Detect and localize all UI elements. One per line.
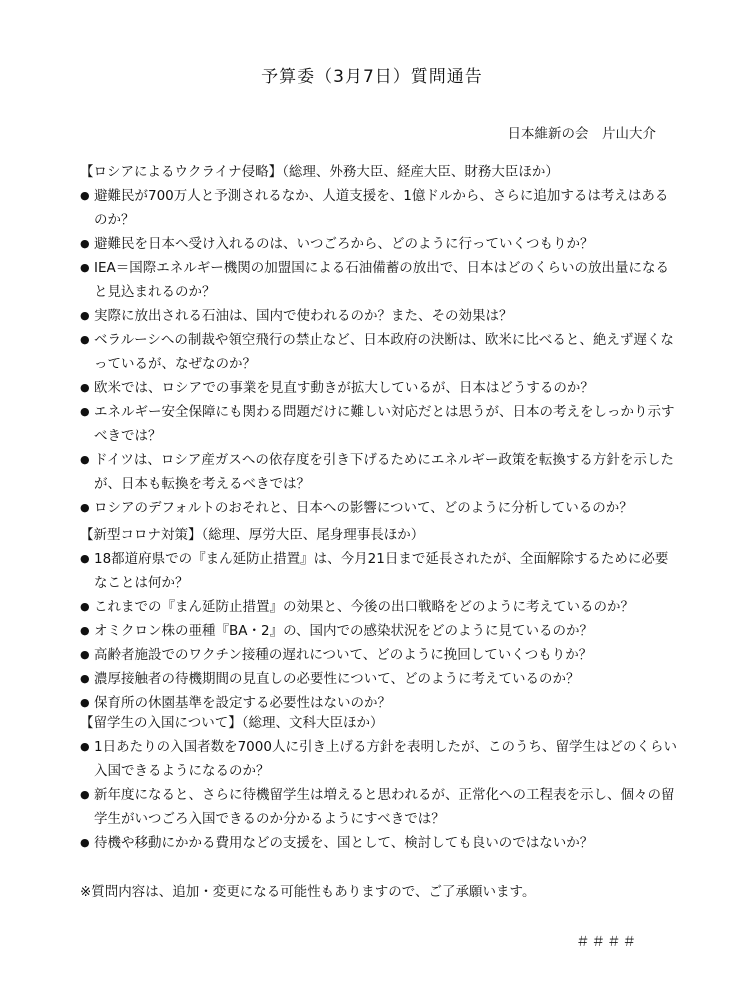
- page-title: 予算委（3月7日）質問通告: [261, 67, 483, 87]
- bullet-icon: ●: [80, 501, 90, 514]
- list-item-text: エネルギー安全保障にも関わる問題だけに難しい対応だとは思うが、日本の考えをしっかり示すべきでは？: [94, 404, 675, 444]
- bullet-icon: ●: [80, 333, 90, 346]
- list-item-text: ロシアのデフォルトのおそれと、日本への影響について、どのように分析しているのか？: [94, 500, 633, 516]
- list-item-text: 濃厚接触者の待機期間の見直しの必要性について、どのように考えているのか？: [94, 671, 580, 687]
- list-item: [80, 328, 680, 376]
- list-item-text: 実際に放出される石油は、国内で使われるのか？また、その効果は？: [94, 308, 513, 324]
- list-item: [80, 448, 680, 496]
- bullet-icon: ●: [80, 189, 90, 202]
- list-item-text: 1日あたりの入国者数を7000人に引き上げる方針を表明したが、このうち、留学生はどのくらい入国できるようになるのか？: [94, 739, 677, 779]
- list-item-text: 保育所の休園基準を設定する必要性はないのか？: [94, 695, 391, 711]
- list-item-text: 高齢者施設でのワクチン接種の遅れについて、どのように挽回していくつもりか？: [94, 647, 593, 663]
- bullet-icon: ●: [80, 740, 90, 753]
- list-item-text: 欧米では、ロシアでの事業を見直す動きが拡大しているが、日本はどうするのか？: [94, 380, 594, 396]
- list-item-text: ドイツは、ロシア産ガスへの依存度を引き下げるためにエネルギー政策を転換する方針を示したが、日本も転換を考えるべきでは？: [94, 452, 674, 492]
- list-item-text: ベラルーシへの制裁や領空飛行の禁止など、日本政府の決断は、欧米に比べると、絶えず遅くなっているが、なぜなのか？: [94, 332, 674, 372]
- bullet-icon: ●: [80, 552, 90, 565]
- list-item-text: 18都道府県での『まん延防止措置』は、今月21日まで延長されたが、全面解除するために必要なことは何か？: [94, 551, 669, 591]
- section-students: [80, 711, 680, 855]
- bullet-icon: ●: [80, 672, 90, 685]
- list-item: [80, 232, 680, 256]
- list-item: [80, 256, 680, 304]
- bullet-icon: ●: [80, 405, 90, 418]
- bullet-icon: ●: [80, 788, 90, 801]
- footer-note: ※質問内容は、追加・変更になる可能性もありますので、ご了承願います。: [80, 884, 536, 900]
- bullet-icon: ●: [80, 696, 90, 709]
- list-item: [80, 376, 680, 400]
- list-item: [80, 304, 680, 328]
- list-item-text: IEA＝国際エネルギー機関の加盟国による石油備蓄の放出で、日本はどのくらいの放出量になると見込まれるのか？: [94, 260, 669, 300]
- list-item-text: 待機や移動にかかる費用などの支援を、国として、検討しても良いのではないか？: [94, 835, 594, 851]
- list-item: [80, 831, 680, 855]
- section-covid: [80, 523, 680, 715]
- list-item-text: 避難民を日本へ受け入れるのは、いつごろから、どのように行っていくつもりか？: [94, 236, 594, 252]
- list-item: [80, 595, 680, 619]
- list-item: [80, 783, 680, 831]
- list-item: [80, 496, 680, 520]
- bullet-icon: ●: [80, 624, 90, 637]
- list-item-text: オミクロン株の亜種『BA・2』の、国内での感染状況をどのように見ているのか？: [94, 623, 594, 639]
- bullet-icon: ●: [80, 381, 90, 394]
- section-heading: 【新型コロナ対策】（総理、厚労大臣、尾身理事長ほか）: [80, 527, 425, 543]
- section-heading: 【留学生の入国について】（総理、文科大臣ほか）: [80, 715, 384, 731]
- bullet-icon: ●: [80, 237, 90, 250]
- list-item: [80, 184, 680, 232]
- end-mark: ＃＃＃＃: [576, 934, 638, 950]
- bullet-icon: ●: [80, 836, 90, 849]
- list-item: [80, 619, 680, 643]
- author-line: 日本維新の会 片山大介: [507, 126, 656, 142]
- list-item: [80, 400, 680, 448]
- section-heading: 【ロシアによるウクライナ侵略】（総理、外務大臣、経産大臣、財務大臣ほか）: [80, 164, 559, 180]
- list-item-text: 新年度になると、さらに待機留学生は増えると思われるが、正常化への工程表を示し、個々の留学生がいつごろ入国できるのか分かるようにすべきでは？: [94, 787, 675, 827]
- bullet-icon: ●: [80, 600, 90, 613]
- list-item: [80, 667, 680, 691]
- list-item: [80, 735, 680, 783]
- bullet-icon: ●: [80, 648, 90, 661]
- bullet-icon: ●: [80, 453, 90, 466]
- list-item-text: 避難民が700万人と予測されるなか、人道支援を、1億ドルから、さらに追加するは考えはあるのか？: [94, 188, 669, 228]
- list-item: [80, 547, 680, 595]
- list-item: [80, 643, 680, 667]
- list-item-text: これまでの『まん延防止措置』の効果と、今後の出口戦略をどのように考えているのか？: [94, 599, 634, 615]
- bullet-icon: ●: [80, 261, 90, 274]
- section-ukraine: [80, 160, 680, 520]
- bullet-icon: ●: [80, 309, 90, 322]
